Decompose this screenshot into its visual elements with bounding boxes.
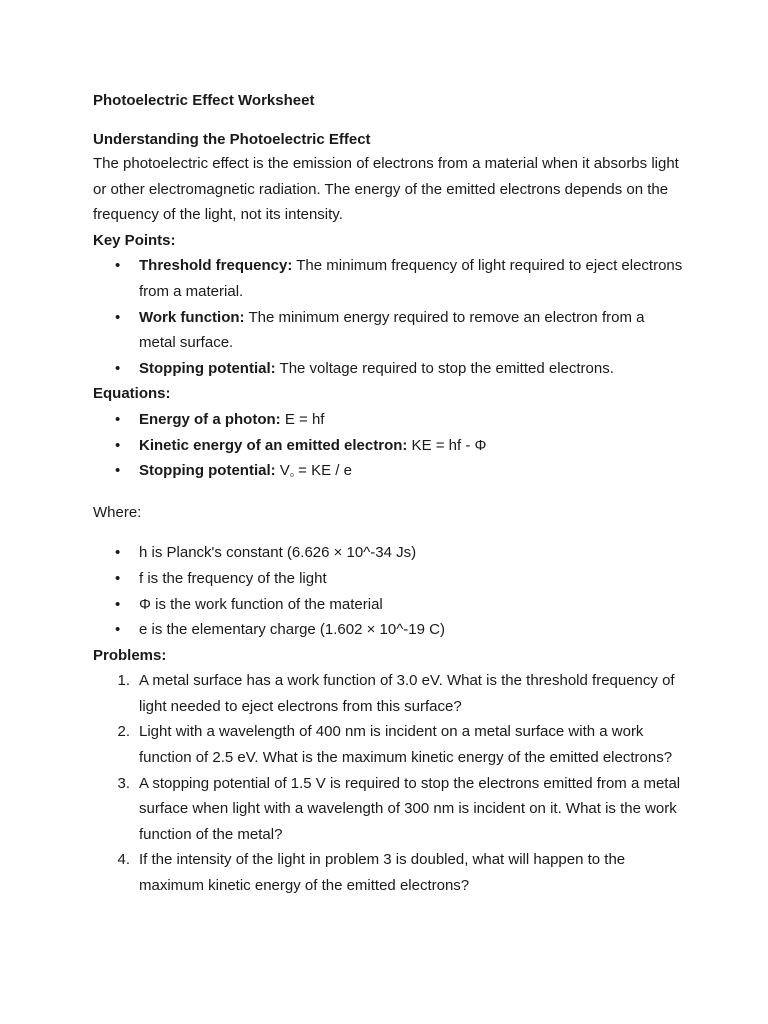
list-item xyxy=(93,719,683,770)
bullet-icon: • xyxy=(115,410,121,428)
key-points-list xyxy=(93,253,683,381)
bullet-icon: • xyxy=(115,595,121,613)
equation-text: KE = hf - Φ xyxy=(407,436,487,454)
section-heading: Understanding the Photoelectric Effect xyxy=(93,131,371,148)
list-item xyxy=(93,305,683,356)
key-point-term: Threshold frequency: xyxy=(139,257,293,275)
bullet-icon: • xyxy=(115,621,121,639)
bullet-icon: • xyxy=(115,257,121,275)
problems-label: Problems: xyxy=(93,646,167,664)
key-point-text: The minimum frequency of light required to eject electrons from a material. xyxy=(139,257,683,300)
where-item-text: f is the frequency of the light xyxy=(139,569,327,587)
equations-label: Equations: xyxy=(93,385,171,403)
equation-text: E = hf xyxy=(280,410,325,428)
equation-term: Kinetic energy of an emitted electron: xyxy=(139,436,408,454)
equation-term: Energy of a photon: xyxy=(139,410,281,428)
where-item-text: Φ is the work function of the material xyxy=(139,595,383,613)
worksheet-page xyxy=(93,91,683,899)
problem-number: 1. xyxy=(117,672,130,690)
key-point-text: The voltage required to stop the emitted electrons. xyxy=(275,359,614,377)
bullet-icon: • xyxy=(115,359,121,377)
problem-number: 3. xyxy=(117,774,130,792)
problem-number: 2. xyxy=(117,723,130,741)
list-item xyxy=(93,253,683,304)
list-item xyxy=(93,433,683,459)
list-item xyxy=(93,592,683,618)
where-item-text: e is the elementary charge (1.602 × 10^-19 C) xyxy=(139,621,445,639)
bullet-icon: • xyxy=(115,569,121,587)
intro-paragraph: The photoelectric effect is the emission of electrons from a material when it absorbs light or other electromagnetic radiation. The energy of the emitted electrons depends on the frequency of the light, not its intensity. xyxy=(93,155,679,224)
page-title: Photoelectric Effect Worksheet xyxy=(93,92,315,109)
key-points-label: Key Points: xyxy=(93,231,176,249)
equation-subscript: ₀ xyxy=(289,468,294,480)
bullet-icon: • xyxy=(115,308,121,326)
equation-text-post: = KE / e xyxy=(293,462,352,480)
problem-text: If the intensity of the light in problem 3 is doubled, what will happen to the maximum kinetic energy of the emitted electrons? xyxy=(139,851,626,895)
equation-text-pre: V xyxy=(275,462,290,480)
equations-list xyxy=(93,407,683,486)
bullet-icon: • xyxy=(115,544,121,562)
list-item xyxy=(93,356,683,382)
problems-list xyxy=(93,668,683,898)
problem-number: 4. xyxy=(117,851,130,869)
equation-term: Stopping potential: xyxy=(139,462,276,480)
problem-text: A stopping potential of 1.5 V is required to stop the electrons emitted from a metal surface when light with a wavelength of 300 nm is incident on it. What is the work function of the metal? xyxy=(139,774,681,843)
list-item xyxy=(93,617,683,643)
bullet-icon: • xyxy=(115,436,121,454)
list-item xyxy=(93,771,683,848)
where-item-text: h is Planck's constant (6.626 × 10^-34 Js) xyxy=(139,544,417,562)
list-item xyxy=(93,407,683,433)
problem-text: Light with a wavelength of 400 nm is incident on a metal surface with a work function of 2.5 eV. What is the maximum kinetic energy of the emitted electrons? xyxy=(139,723,673,767)
where-list xyxy=(93,540,683,642)
key-point-term: Work function: xyxy=(139,308,245,326)
bullet-icon: • xyxy=(115,462,121,480)
list-item xyxy=(93,540,683,566)
list-item xyxy=(93,566,683,592)
list-item xyxy=(93,458,683,486)
problem-text: A metal surface has a work function of 3.0 eV. What is the threshold frequency of light needed to eject electrons from this surface? xyxy=(139,672,675,715)
where-label: Where: xyxy=(93,503,142,521)
key-point-text: The minimum energy required to remove an electron from a metal surface. xyxy=(139,308,645,352)
list-item xyxy=(93,668,683,719)
list-item xyxy=(93,847,683,898)
key-point-term: Stopping potential: xyxy=(139,359,276,377)
